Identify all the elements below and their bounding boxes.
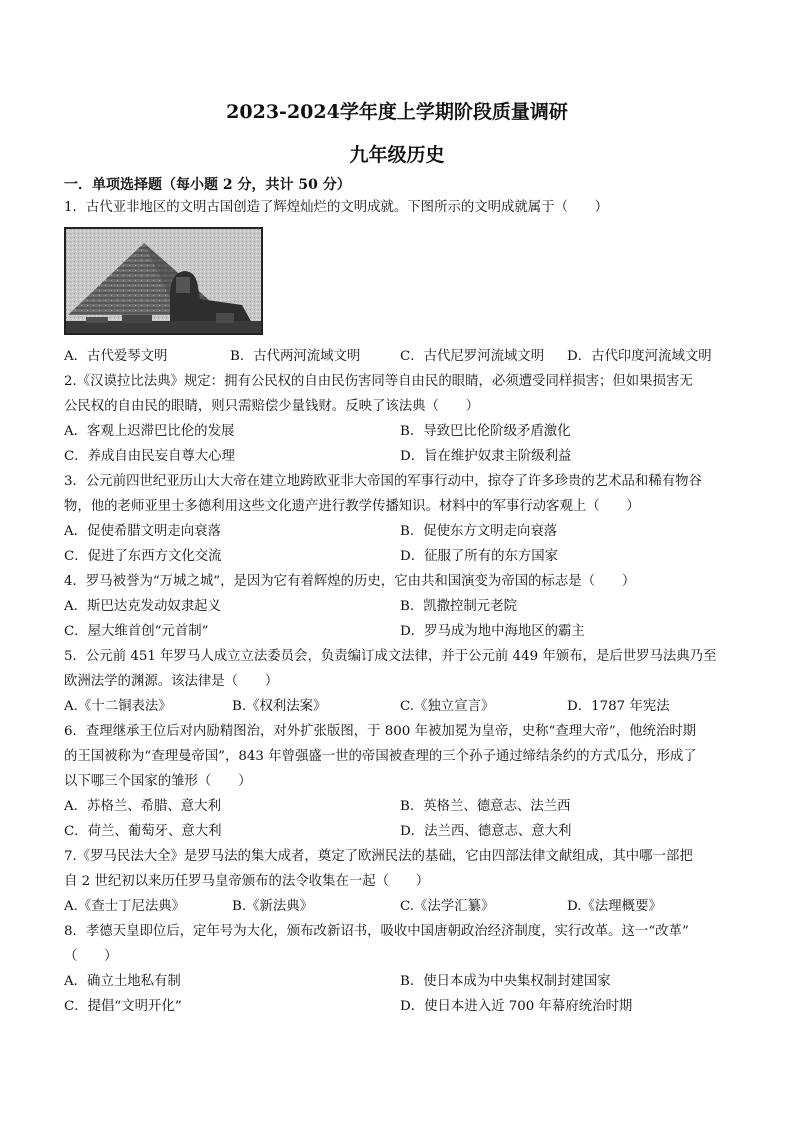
question-3-stem-line-2: 物，他的老师亚里士多德利用这些文化遗产进行教学传播知识。材料中的军事行动客观上（ ）: [64, 499, 640, 514]
question-3-option-b: B．促使东方文明走向衰落: [400, 524, 558, 539]
question-7-stem-line-1: 7.《罗马民法大全》是罗马法的集大成者，奠定了欧洲民法的基础，它由四部法律文献组成，其中哪一部把: [64, 849, 693, 864]
question-7-option-a: A.《查士丁尼法典》: [64, 899, 186, 914]
question-2-option-d: D．旨在维护奴隶主阶级利益: [400, 449, 572, 464]
question-8-option-a: A．确立土地私有制: [64, 974, 181, 989]
question-7-option-c: C.《法学汇纂》: [400, 899, 495, 914]
question-3-option-c: C．促进了东西方文化交流: [64, 549, 222, 564]
question-8-option-b: B．使日本成为中央集权制封建国家: [400, 974, 611, 989]
question-7-option-b: B.《新法典》: [232, 899, 314, 914]
question-4-option-a: A．斯巴达克发动奴隶起义: [64, 599, 221, 614]
question-4-option-c: C．屋大维首创“元首制”: [64, 624, 209, 639]
question-4-option-d: D．罗马成为地中海地区的霸主: [400, 624, 585, 639]
question-5-option-a: A.《十二铜表法》: [64, 699, 172, 714]
question-6-stem-line-3: 以下哪三个国家的雏形（ ）: [64, 774, 252, 789]
question-1-stem: 1．古代亚非地区的文明古国创造了辉煌灿烂的文明成就。下图所示的文明成就属于（ ）: [64, 200, 609, 215]
question-2-option-a: A．客观上迟滞巴比伦的发展: [64, 424, 235, 439]
pyramid-sphinx-image: [66, 229, 261, 333]
question-6-option-d: D．法兰西、德意志、意大利: [400, 824, 572, 839]
question-1-option-a: A．古代爱琴文明: [64, 349, 168, 364]
question-2-stem-line-1: 2.《汉谟拉比法典》规定：拥有公民权的自由民伤害同等自由民的眼睛，必须遭受同样损害；但如果损害无: [64, 374, 693, 389]
question-5-option-b: B.《权利法案》: [232, 699, 327, 714]
question-5-option-d: D．1787 年宪法: [567, 699, 670, 714]
exam-subtitle: 九年级历史: [349, 144, 445, 166]
pyramid-sphinx-photo: [64, 227, 263, 335]
question-4-stem: 4．罗马被誉为“万城之城”，是因为它有着辉煌的历史，它由共和国演变为帝国的标志是（ ）: [64, 574, 636, 589]
question-1-option-d: D．古代印度河流域文明: [567, 349, 712, 364]
question-6-stem-line-2: 的王国被称为“查理曼帝国”，843 年曾强盛一世的帝国被查理的三个孙子通过缔结条约的方式瓜分，形成了: [64, 749, 697, 764]
question-2-option-c: C．养成自由民妄自尊大心理: [64, 449, 235, 464]
question-2-stem-line-2: 公民权的自由民的眼睛，则只需赔偿少量钱财。反映了该法典（ ）: [64, 399, 480, 414]
section-heading: 一．单项选择题（每小题 2 分，共计 50 分）: [64, 177, 351, 193]
question-3-option-d: D．征服了所有的东方国家: [400, 549, 559, 564]
exam-title: 2023-2024学年度上学期阶段质量调研: [226, 101, 568, 123]
question-1-option-c: C．古代尼罗河流域文明: [400, 349, 545, 364]
question-8-stem-line-2: （ ）: [64, 949, 118, 964]
question-1-option-b: B．古代两河流域文明: [230, 349, 361, 364]
question-6-option-c: C．荷兰、葡萄牙、意大利: [64, 824, 222, 839]
question-2-option-b: B．导致巴比伦阶级矛盾激化: [400, 424, 571, 439]
question-5-stem-line-2: 欧洲法学的渊源。该法律是（ ）: [64, 674, 279, 689]
question-8-stem-line-1: 8．孝德天皇即位后，定年号为大化，颁布改新诏书，吸收中国唐朝政治经济制度，实行改革。这一“改革”: [64, 924, 689, 939]
question-6-stem-line-1: 6．查理继承王位后对内励精图治，对外扩张版图，于 800 年被加冕为皇帝，史称“查理大帝”，他统治时期: [64, 724, 697, 739]
question-7-stem-line-2: 自 2 世纪初以来历任罗马皇帝颁布的法令收集在一起（ ）: [64, 874, 430, 889]
question-6-option-b: B．英格兰、德意志、法兰西: [400, 799, 571, 814]
question-3-stem-line-1: 3．公元前四世纪亚历山大大帝在建立地跨欧亚非大帝国的军事行动中，掠夺了许多珍贵的艺术品和稀有物谷: [64, 474, 702, 489]
question-5-stem-line-1: 5．公元前 451 年罗马人成立立法委员会，负责编订成文法律，并于公元前 449 年颁布，是后世罗马法典乃至: [64, 649, 717, 664]
question-8-option-c: C．提倡“文明开化”: [64, 999, 182, 1014]
question-8-option-d: D．使日本进入近 700 年幕府统治时期: [400, 999, 633, 1014]
question-3-option-a: A．促使希腊文明走向衰落: [64, 524, 221, 539]
question-7-option-d: D.《法理概要》: [567, 899, 662, 914]
question-5-option-c: C.《独立宣言》: [400, 699, 495, 714]
question-6-option-a: A．苏格兰、希腊、意大利: [64, 799, 221, 814]
question-4-option-b: B．凯撒控制元老院: [400, 599, 517, 614]
